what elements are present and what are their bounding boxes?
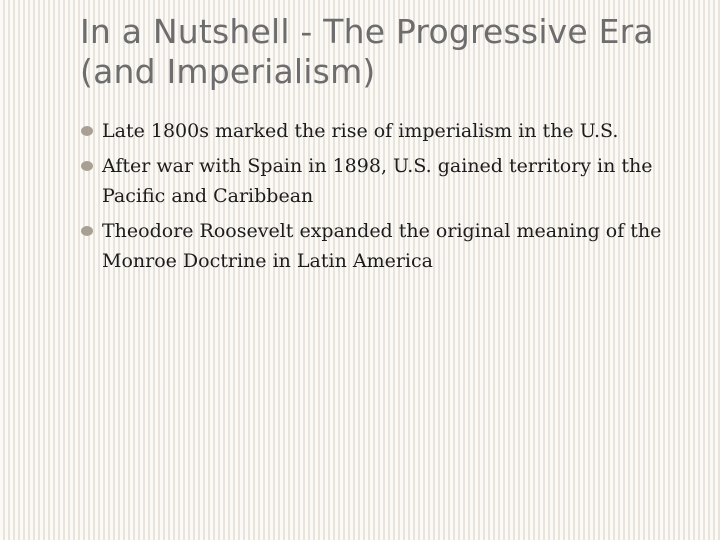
bullet-item <box>81 151 681 211</box>
bullet-text: Theodore Roosevelt expanded the original meaning of the Monroe Doctrine in Latin America <box>102 220 662 272</box>
bullet-text: Late 1800s marked the rise of imperialism in the U.S. <box>102 120 619 142</box>
bullet-item <box>81 116 681 146</box>
bullet-text: After war with Spain in 1898, U.S. gained territory in the Pacific and Caribbean <box>102 155 653 207</box>
bullet-dot-icon <box>81 226 93 236</box>
bullet-item <box>81 216 681 276</box>
slide-title: In a Nutshell - The Progressive Era (and Imperialism) <box>80 12 654 92</box>
bullet-list <box>81 116 681 281</box>
bullet-dot-icon <box>81 161 93 171</box>
bullet-dot-icon <box>81 126 93 136</box>
